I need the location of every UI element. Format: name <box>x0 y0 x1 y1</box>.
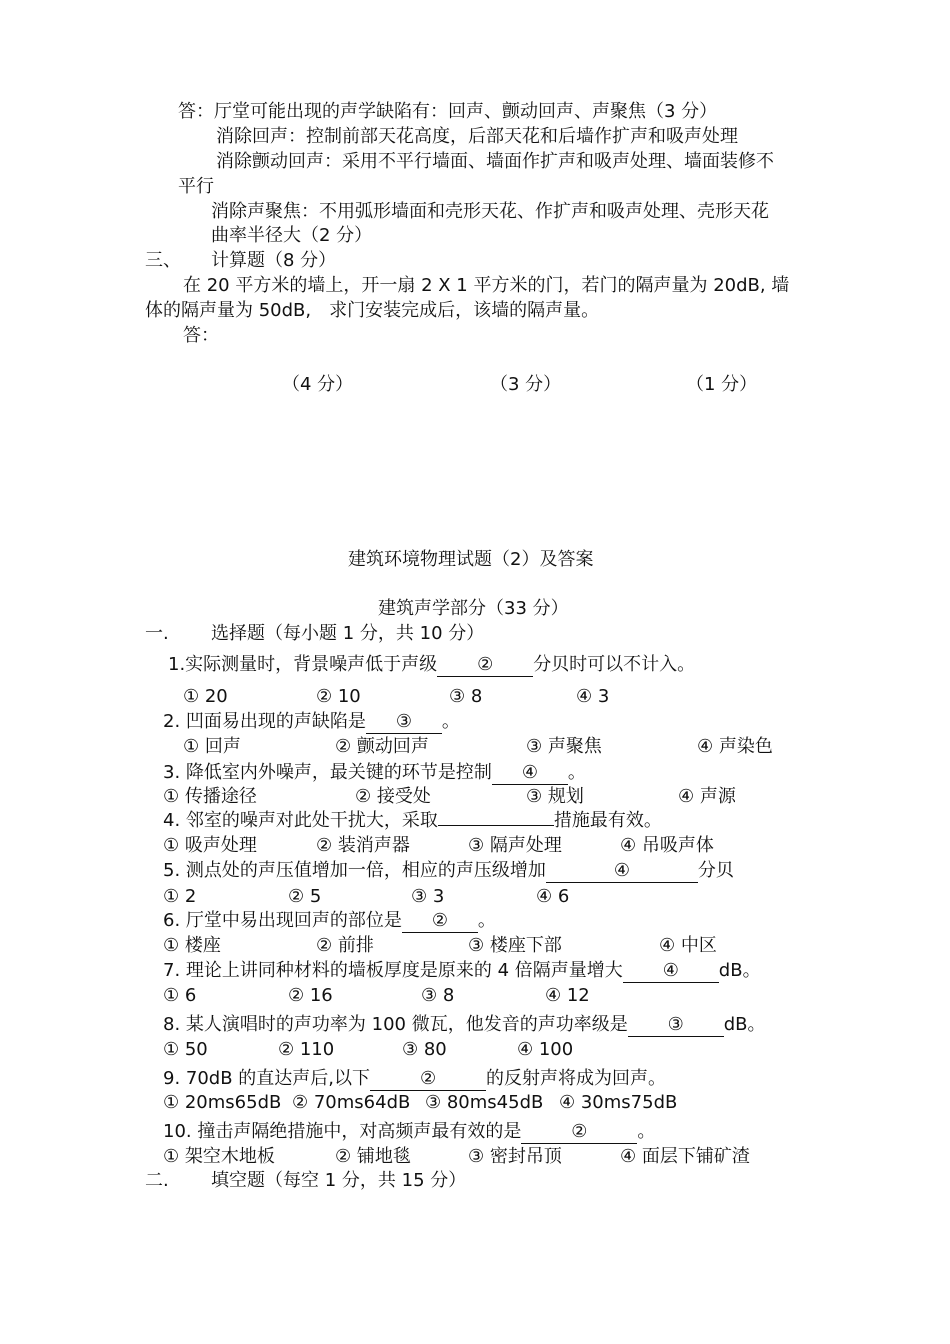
question-2: 2. 凹面易出现的声缺陷是 ③ 。 <box>163 711 460 732</box>
answer-blank: ② <box>402 910 478 933</box>
calc-question-line-2: 体的隔声量为 50dB, 求门安装完成后，该墙的隔声量。 <box>145 300 600 321</box>
q4-option-4: ④ 吊吸声体 <box>620 835 714 856</box>
question-8: 8. 某人演唱时的声功率为 100 微瓦，他发音的声功率级是 ③ dB。 <box>163 1014 766 1035</box>
question-7: 7. 理论上讲同种材料的墙板厚度是原来的 4 倍隔声量增大 ④ dB。 <box>163 960 761 981</box>
q10-option-4: ④ 面层下铺矿渣 <box>620 1146 750 1167</box>
question-9: 9. 70dB 的直达声后,以下 ② 的反射声将成为回声。 <box>163 1068 667 1089</box>
section2-heading: 填空题（每空 1 分，共 15 分） <box>211 1170 467 1191</box>
question-5: 5. 测点处的声压值增加一倍，相应的声压级增加 ④ 分贝 <box>163 860 734 881</box>
q5-option-2: ② 5 <box>288 886 322 907</box>
question-6: 6. 厅堂中易出现回声的部位是 ② 。 <box>163 910 496 931</box>
q1-option-2: ② 10 <box>316 686 361 707</box>
answer-blank <box>438 825 554 826</box>
q2-option-3: ③ 声聚焦 <box>526 736 602 757</box>
section3-number: 三、 <box>145 250 181 271</box>
q6-option-1: ① 楼座 <box>163 935 221 956</box>
score-1: （4 分） <box>282 374 354 395</box>
answer-line-6: 曲率半径大（2 分） <box>211 225 373 246</box>
q6-option-3: ③ 楼座下部 <box>468 935 562 956</box>
score-2: （3 分） <box>490 374 562 395</box>
q7-option-3: ③ 8 <box>421 985 455 1006</box>
q6-option-4: ④ 中区 <box>659 935 717 956</box>
calc-answer-label: 答： <box>183 325 219 346</box>
q3-option-3: ③ 规划 <box>526 786 584 807</box>
q5-option-3: ③ 3 <box>411 886 445 907</box>
calc-question-line-1: 在 20 平方米的墙上，开一扇 2 X 1 平方米的门，若门的隔声量为 20dB, 墙 <box>183 275 790 296</box>
q5-option-4: ④ 6 <box>536 886 570 907</box>
q4-option-3: ③ 隔声处理 <box>468 835 562 856</box>
question-10: 10. 撞击声隔绝措施中，对高频声最有效的是 ② 。 <box>163 1121 656 1142</box>
q9-option-2: ② 70ms64dB <box>292 1092 411 1113</box>
q4-option-1: ① 吸声处理 <box>163 835 257 856</box>
answer-blank: ② <box>370 1068 486 1091</box>
answer-blank: ③ <box>628 1014 724 1037</box>
q3-option-1: ① 传播途径 <box>163 786 257 807</box>
score-3: （1 分） <box>686 374 758 395</box>
q5-option-1: ① 2 <box>163 886 197 907</box>
q9-option-4: ④ 30ms75dB <box>559 1092 678 1113</box>
q8-option-3: ③ 80 <box>402 1039 447 1060</box>
q10-option-2: ② 铺地毯 <box>335 1146 411 1167</box>
q3-option-4: ④ 声源 <box>678 786 736 807</box>
question-4: 4. 邻室的噪声对此处干扰大，采取 措施最有效。 <box>163 810 662 831</box>
q7-option-1: ① 6 <box>163 985 197 1006</box>
q8-option-2: ② 110 <box>278 1039 335 1060</box>
q6-option-2: ② 前排 <box>316 935 374 956</box>
answer-line-5: 消除声聚焦：不用弧形墙面和壳形天花、作扩声和吸声处理、壳形天花 <box>211 201 769 222</box>
q1-option-3: ③ 8 <box>449 686 483 707</box>
answer-line-3: 消除颤动回声：采用不平行墙面、墙面作扩声和吸声处理、墙面装修不 <box>216 151 774 172</box>
q8-option-4: ④ 100 <box>517 1039 574 1060</box>
section3-heading: 计算题（8 分） <box>211 250 337 271</box>
part-title: 建筑声学部分（33 分） <box>378 598 569 619</box>
q7-option-4: ④ 12 <box>545 985 590 1006</box>
q9-option-3: ③ 80ms45dB <box>425 1092 544 1113</box>
answer-blank: ② <box>521 1121 637 1144</box>
document-title: 建筑环境物理试题（2）及答案 <box>348 549 594 570</box>
section2-number: 二. <box>145 1170 169 1191</box>
section1-heading: 选择题（每小题 1 分，共 10 分） <box>211 623 485 644</box>
q8-option-1: ① 50 <box>163 1039 208 1060</box>
q4-option-2: ② 装消声器 <box>316 835 410 856</box>
answer-line-2: 消除回声：控制前部天花高度，后部天花和后墙作扩声和吸声处理 <box>216 126 738 147</box>
q3-option-2: ② 接受处 <box>355 786 431 807</box>
q9-option-1: ① 20ms65dB <box>163 1092 282 1113</box>
q2-option-2: ② 颤动回声 <box>335 736 429 757</box>
section1-number: 一. <box>145 623 169 644</box>
answer-blank: ④ <box>546 860 698 883</box>
question-3: 3. 降低室内外噪声，最关键的环节是控制 ④ 。 <box>163 762 586 783</box>
q10-option-3: ③ 密封吊顶 <box>468 1146 562 1167</box>
answer-blank: ④ <box>492 762 568 785</box>
q2-option-4: ④ 声染色 <box>697 736 773 757</box>
question-1: 1.实际测量时，背景噪声低于声级 ② 分贝时可以不计入。 <box>168 654 696 675</box>
answer-line-1: 答：厅堂可能出现的声学缺陷有：回声、颤动回声、声聚焦（3 分） <box>178 101 718 122</box>
q2-option-1: ① 回声 <box>183 736 241 757</box>
answer-blank: ② <box>437 654 533 677</box>
answer-blank: ④ <box>623 960 719 983</box>
answer-blank: ③ <box>366 711 442 734</box>
q1-option-1: ① 20 <box>183 686 228 707</box>
q10-option-1: ① 架空木地板 <box>163 1146 275 1167</box>
answer-line-4: 平行 <box>178 176 214 197</box>
q1-option-4: ④ 3 <box>576 686 610 707</box>
q7-option-2: ② 16 <box>288 985 333 1006</box>
